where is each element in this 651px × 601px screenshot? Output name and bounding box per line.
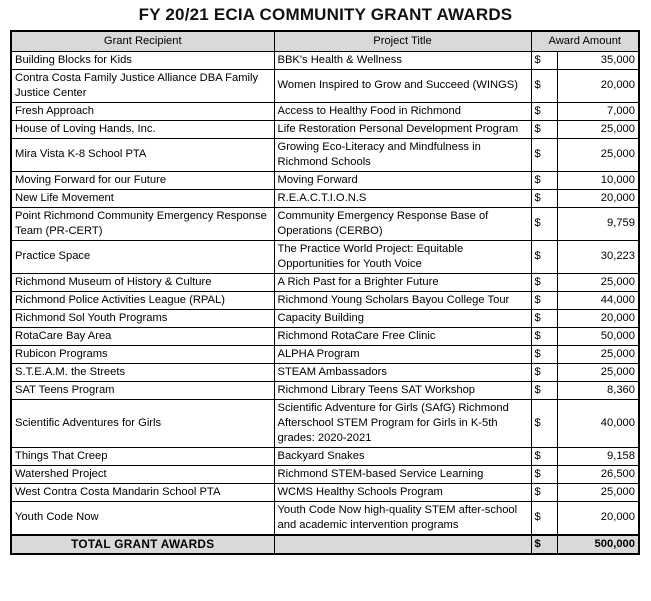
cell-project-title: A Rich Past for a Brighter Future xyxy=(274,273,531,291)
table-row xyxy=(11,483,639,501)
table-row xyxy=(11,138,639,171)
cell-award-amount: 26,500 xyxy=(557,465,639,483)
table-header-row xyxy=(11,31,639,51)
table-row xyxy=(11,51,639,69)
cell-currency-symbol: $ xyxy=(531,345,557,363)
cell-award-amount: 9,158 xyxy=(557,447,639,465)
table-row xyxy=(11,381,639,399)
total-award-amount: 500,000 xyxy=(557,535,639,554)
cell-grant-recipient: Richmond Museum of History & Culture xyxy=(11,273,274,291)
column-header-grant-recipient: Grant Recipient xyxy=(11,31,274,51)
cell-grant-recipient: Richmond Sol Youth Programs xyxy=(11,309,274,327)
cell-award-amount: 25,000 xyxy=(557,138,639,171)
cell-grant-recipient: Richmond Police Activities League (RPAL) xyxy=(11,291,274,309)
cell-project-title: Capacity Building xyxy=(274,309,531,327)
cell-project-title: Richmond Library Teens SAT Workshop xyxy=(274,381,531,399)
cell-grant-recipient: House of Loving Hands, Inc. xyxy=(11,120,274,138)
cell-award-amount: 35,000 xyxy=(557,51,639,69)
cell-project-title: Youth Code Now high-quality STEM after-school and academic intervention programs xyxy=(274,501,531,535)
cell-currency-symbol: $ xyxy=(531,363,557,381)
cell-currency-symbol: $ xyxy=(531,381,557,399)
table-row xyxy=(11,309,639,327)
cell-grant-recipient: Scientific Adventures for Girls xyxy=(11,399,274,447)
cell-award-amount: 8,360 xyxy=(557,381,639,399)
cell-currency-symbol: $ xyxy=(531,69,557,102)
cell-grant-recipient: S.T.E.A.M. the Streets xyxy=(11,363,274,381)
cell-award-amount: 20,000 xyxy=(557,189,639,207)
cell-grant-recipient: Youth Code Now xyxy=(11,501,274,535)
table-row xyxy=(11,345,639,363)
cell-award-amount: 7,000 xyxy=(557,102,639,120)
cell-grant-recipient: West Contra Costa Mandarin School PTA xyxy=(11,483,274,501)
cell-currency-symbol: $ xyxy=(531,483,557,501)
cell-award-amount: 25,000 xyxy=(557,363,639,381)
table-total-row xyxy=(11,535,639,554)
cell-grant-recipient: Mira Vista K-8 School PTA xyxy=(11,138,274,171)
cell-award-amount: 40,000 xyxy=(557,399,639,447)
cell-grant-recipient: Rubicon Programs xyxy=(11,345,274,363)
cell-project-title: Access to Healthy Food in Richmond xyxy=(274,102,531,120)
cell-project-title: STEAM Ambassadors xyxy=(274,363,531,381)
table-row xyxy=(11,189,639,207)
cell-award-amount: 20,000 xyxy=(557,309,639,327)
cell-project-title: R.E.A.C.T.I.O.N.S xyxy=(274,189,531,207)
column-header-award-amount: Award Amount xyxy=(531,31,639,51)
cell-currency-symbol: $ xyxy=(531,309,557,327)
cell-project-title: Scientific Adventure for Girls (SAfG) Richmond Afterschool STEM Program for Girls in K-5th grades: 2020-2021 xyxy=(274,399,531,447)
table-row xyxy=(11,465,639,483)
cell-project-title: The Practice World Project: Equitable Opportunities for Youth Voice xyxy=(274,240,531,273)
cell-grant-recipient: Building Blocks for Kids xyxy=(11,51,274,69)
table-row xyxy=(11,240,639,273)
cell-project-title: Richmond Young Scholars Bayou College Tour xyxy=(274,291,531,309)
table-row xyxy=(11,102,639,120)
cell-grant-recipient: Point Richmond Community Emergency Response Team (PR-CERT) xyxy=(11,207,274,240)
table-header xyxy=(11,31,639,51)
cell-project-title: BBK's Health & Wellness xyxy=(274,51,531,69)
table-body xyxy=(11,51,639,554)
cell-award-amount: 44,000 xyxy=(557,291,639,309)
table-row xyxy=(11,399,639,447)
cell-grant-recipient: New Life Movement xyxy=(11,189,274,207)
cell-project-title: Life Restoration Personal Development Program xyxy=(274,120,531,138)
column-header-project-title: Project Title xyxy=(274,31,531,51)
cell-project-title: Richmond STEM-based Service Learning xyxy=(274,465,531,483)
cell-award-amount: 50,000 xyxy=(557,327,639,345)
cell-currency-symbol: $ xyxy=(531,240,557,273)
cell-currency-symbol: $ xyxy=(531,273,557,291)
table-row xyxy=(11,501,639,535)
cell-currency-symbol: $ xyxy=(531,399,557,447)
cell-project-title: Moving Forward xyxy=(274,171,531,189)
table-row xyxy=(11,207,639,240)
cell-grant-recipient: Practice Space xyxy=(11,240,274,273)
cell-award-amount: 25,000 xyxy=(557,483,639,501)
table-row xyxy=(11,120,639,138)
cell-currency-symbol: $ xyxy=(531,327,557,345)
cell-currency-symbol: $ xyxy=(531,51,557,69)
cell-project-title: Community Emergency Response Base of Operations (CERBO) xyxy=(274,207,531,240)
cell-award-amount: 10,000 xyxy=(557,171,639,189)
cell-grant-recipient: RotaCare Bay Area xyxy=(11,327,274,345)
cell-project-title: Growing Eco-Literacy and Mindfulness in Richmond Schools xyxy=(274,138,531,171)
cell-currency-symbol: $ xyxy=(531,171,557,189)
total-currency-symbol: $ xyxy=(531,535,557,554)
table-row xyxy=(11,69,639,102)
cell-currency-symbol: $ xyxy=(531,189,557,207)
cell-project-title: Women Inspired to Grow and Succeed (WINGS) xyxy=(274,69,531,102)
grant-awards-table xyxy=(10,30,640,555)
cell-currency-symbol: $ xyxy=(531,447,557,465)
cell-award-amount: 30,223 xyxy=(557,240,639,273)
table-row xyxy=(11,447,639,465)
cell-currency-symbol: $ xyxy=(531,501,557,535)
cell-award-amount: 25,000 xyxy=(557,345,639,363)
table-row xyxy=(11,363,639,381)
cell-currency-symbol: $ xyxy=(531,207,557,240)
cell-award-amount: 9,759 xyxy=(557,207,639,240)
cell-award-amount: 20,000 xyxy=(557,69,639,102)
table-row xyxy=(11,171,639,189)
cell-currency-symbol: $ xyxy=(531,102,557,120)
total-label: TOTAL GRANT AWARDS xyxy=(11,535,274,554)
page-title: FY 20/21 ECIA COMMUNITY GRANT AWARDS xyxy=(138,5,513,24)
cell-project-title: WCMS Healthy Schools Program xyxy=(274,483,531,501)
cell-currency-symbol: $ xyxy=(531,120,557,138)
total-project-blank xyxy=(274,535,531,554)
cell-grant-recipient: SAT Teens Program xyxy=(11,381,274,399)
table-row xyxy=(11,273,639,291)
table-row xyxy=(11,291,639,309)
cell-project-title: ALPHA Program xyxy=(274,345,531,363)
grant-awards-table-container xyxy=(10,30,638,555)
cell-grant-recipient: Contra Costa Family Justice Alliance DBA Family Justice Center xyxy=(11,69,274,102)
table-row xyxy=(11,327,639,345)
cell-award-amount: 25,000 xyxy=(557,120,639,138)
cell-project-title: Richmond RotaCare Free Clinic xyxy=(274,327,531,345)
cell-award-amount: 25,000 xyxy=(557,273,639,291)
cell-grant-recipient: Moving Forward for our Future xyxy=(11,171,274,189)
cell-grant-recipient: Watershed Project xyxy=(11,465,274,483)
cell-grant-recipient: Things That Creep xyxy=(11,447,274,465)
cell-award-amount: 20,000 xyxy=(557,501,639,535)
cell-grant-recipient: Fresh Approach xyxy=(11,102,274,120)
cell-project-title: Backyard Snakes xyxy=(274,447,531,465)
cell-currency-symbol: $ xyxy=(531,138,557,171)
cell-currency-symbol: $ xyxy=(531,291,557,309)
cell-currency-symbol: $ xyxy=(531,465,557,483)
